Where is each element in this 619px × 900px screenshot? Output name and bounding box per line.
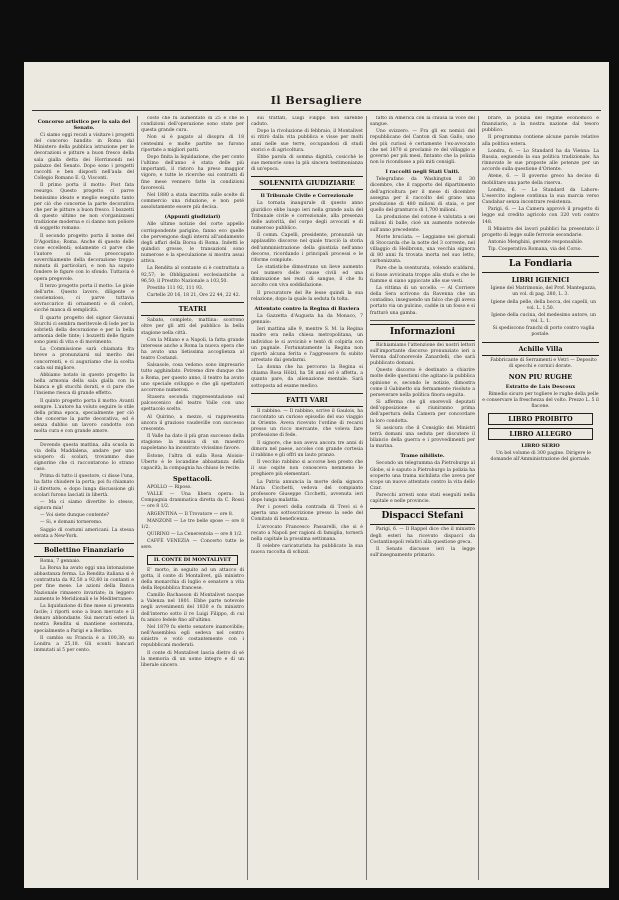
section-heading: Il Tribunale Civile e Correzionale bbox=[260, 193, 354, 200]
article-paragraph: Saggio di costumi americani. La stessa serata a New-York. bbox=[34, 527, 134, 539]
article-paragraph: Il quinto progetto porta il motto: Avanti sempre. L'autore ha voluto seguire lo stile della prima epoca, specialmente per ciò che concerne la parte decorativa, ed è senza dubbio un lavoro condotto con molta cura e con grande amore. bbox=[34, 398, 134, 435]
article-paragraph: Si assicura che il Consiglio dei Ministri terrà domani una seduta per discutere il bilancio della guerra e i provvedimenti per la marina. bbox=[370, 425, 475, 450]
advertisement-text: Rimedio sicuro per togliere le rughe della pelle e conservare la freschezza del volto. Prezzo L. 5 il flacone. bbox=[482, 391, 599, 410]
column-4 bbox=[370, 116, 475, 880]
article-paragraph: Le statistiche dimostrano un lieve aumento nel numero delle cause civili ed una diminuzione nei reati di sangue, il che fu accolto con viva soddisfazione. bbox=[251, 264, 363, 289]
article-paragraph: La liquidazione di fine mese si presenta facile; i riporti sono a buon mercato e il denaro abbondante. Sui mercati esteri la nostra Rendita si mantiene sostenuta, specialmente a Parigi e a Berlino. bbox=[34, 603, 134, 634]
article-paragraph: Sabato, completo, mattina: scorrono oltre per gli atti del pubblico la bella stagione nella città. bbox=[141, 318, 244, 336]
article-paragraph: Il terzo progetto porta il motto: Le gioie dell'arte. Questo lavoro, diligente e coscienzioso, ci parve tuttavia sovraccarico di ornamenti e di colori, sicché manca di semplicità. bbox=[34, 283, 134, 314]
article-paragraph: Morte bruciata. — Leggiamo nei giornali di Stoccarda che la notte del 3 corrente, nel villaggio di Heilbronn, una vecchia signora di 80 anni fu trovata morta nel suo letto, carbonizzata. bbox=[370, 234, 475, 265]
article-paragraph: Il secondo progetto porta il nome del D'Agostino; Roma. Anche di questo delle cose eccellenti; solamente ci parve che l'autore si sia preoccupato soverchiamente della decorazione troppo minuta di particolari, e non ha saputo fondere le figure con lo sfondo. Tuttavia è opera pregevole. bbox=[34, 233, 134, 282]
article-paragraph: Abbiamo notato in questo progetto la bella armonia della sala gialla con la bianca e gli stucchi dorati, e ci pare che l'insieme riesca di grande effetto. bbox=[34, 372, 134, 397]
section-heading: IL CONTE DI MONTALIVET bbox=[147, 555, 238, 565]
masthead: Il Bersagliere bbox=[270, 94, 363, 107]
article-paragraph: VALLE — Una libera opera: la Compagnia drammatica diretta da C. Rossi — ore 8 1/2. bbox=[141, 492, 244, 510]
section-heading: Attentato contro la Regina di Baviera bbox=[254, 305, 360, 312]
article-paragraph: fatto in America con la chiusa la voce del sangue. bbox=[370, 116, 475, 128]
article-paragraph: Non si è pagato al disopra di 18 centesimi e molte partite ne furono riportate a migliori patti. bbox=[141, 135, 244, 153]
advertisement-text: Fabbricante di Serramenti e Vetri — Deposito di specchi e cornici dorate. bbox=[490, 357, 597, 369]
article-paragraph: La Commissione sarà chiamata fra breve a pronunziarsi sul merito dei concorrenti, e ci auguriamo che la scelta cada sul migliore. bbox=[34, 347, 134, 371]
article-paragraph: Nel 1879 fu eletto senatore inamovibile; nell'Assemblea egli sedeva nel centro sinistro e votò costantemente con i repubblicani moderati. bbox=[141, 624, 244, 649]
article-paragraph: Parecchi arresti sono stati eseguiti nella capitale e nelle provincie. bbox=[370, 493, 475, 505]
article-paragraph: Con la Milano e a Napoli, la fatta grande interesse anche a Roma la nuova opera che ha avuto una lietissima accoglienza al teatro Costanzi. bbox=[141, 337, 244, 362]
article-paragraph: ARGENTINA — Il Trovatore — ore 8. bbox=[147, 511, 234, 517]
article-paragraph: Il comm. Capelli, presidente, pronunziò un applaudito discorso nel quale tracciò la storia dell'amministrazione della giustizia nell'anno decorso, ricordando i principali processi e le riforme compiute. bbox=[251, 233, 363, 263]
article-paragraph: Pare che la sventurata, volendo scaldarsi, si fosse avvicinata troppo alla stufa e che le fiamme si siano appiccate alle sue vesti. bbox=[370, 266, 475, 284]
article-paragraph: Il programma contiene alcune parole relative alla politica estera. bbox=[482, 135, 599, 147]
article-paragraph: — Ma ci siamo divertite lo stesso, signora mia! bbox=[34, 499, 134, 512]
article-paragraph: La Patria annuncia la morte della signora Maria Cicchetti, vedova del compianto professore Giuseppe Cicchetti, avvenuta ieri dopo lunga malattia. bbox=[251, 479, 363, 503]
section-separator bbox=[370, 320, 475, 321]
section-heading: Spettacoli. bbox=[172, 474, 213, 483]
article-paragraph: La donna che ha percorso la Regina si chiama Rosa Hölzl, ha 58 anni ed è affetta, a quanto pare, da alienazione mentale. Sarà sottoposta ad esame medico. bbox=[251, 365, 363, 389]
section-heading: LIBRI IGIENICI bbox=[511, 276, 570, 285]
article-paragraph: Salsasole, cosa vedono: sono impresario tutto agghindato. Potremo dire dunque che a Roma, per questo anno, il teatro ha avuto uno speciale sviluppo e che gli spettatori accorrono numerosi. bbox=[141, 363, 244, 393]
column-1 bbox=[34, 116, 134, 880]
newspaper-page bbox=[24, 62, 609, 888]
column-5 bbox=[482, 116, 599, 880]
article-paragraph: Parigi, 6. — La Camera approvò il progetto di legge sul credito agricolo con 320 voti contro 148. bbox=[482, 207, 599, 225]
article-paragraph: La produzione del cotone è valutata a sei milioni di balle, cioè un aumento notevole sull'anno precedente. bbox=[370, 215, 475, 233]
article-paragraph: Antonio Menghini, gerente responsabile. bbox=[488, 239, 584, 245]
advertisement-text: Igiene del Matrimonio, del Prof. Mantegazza, un vol. di pag. 280, L. 3. bbox=[490, 286, 597, 298]
masthead-rule bbox=[32, 110, 601, 111]
article-paragraph: Dopo finita la liquidazione, che per conto l'ultimo dell'anno è stata delle più importanti, il ristoro ha preso maggior vigore, e tutte le ricerche sui contratti di fine mese vennero fatte in condizioni favorevoli. bbox=[141, 154, 244, 191]
article-paragraph: Al Quirino, a mezzo, si rappresenta ancora il grazioso vaudeville con successo crescente. bbox=[141, 414, 244, 432]
section-heading: Estratto de Lais Descoux bbox=[505, 383, 576, 390]
article-paragraph: Alle ultime notizie del corte appello corrispondente parigino, fanno eco quelle che pervengono dagli interni all'andamento degli affari della Borsa di Roma. Indetti le quindici grosse, le transazioni sono numerose e la speculazione si mostra assai attiva. bbox=[141, 222, 244, 265]
article-paragraph: MANZONI — Le tre belle spose — ore 8 1/2. bbox=[141, 518, 244, 530]
section-heading: Trame nihiliste. bbox=[400, 453, 445, 460]
article-paragraph: Ci siamo oggi recati a visitare i progetti del concorso bandito in Roma dal Ministero della pubblica istruzione per le decorazioni e pitture a buon fresco della sala gialla detta dei Horrimondi nel palazzo del Senato. Dopo sono i progetti raccolti e ben disposti nell'aula del Collegio Romano E. Q. Visconti. bbox=[34, 133, 134, 182]
article-paragraph: Questo discorso è destinato a chiarire molte delle questioni che agitano la pubblica opinione e, secondo le notizie, dimostra come il Gabinetto sia fermamente risoluto a perseverare nella politica finora seguita. bbox=[370, 368, 475, 398]
article-paragraph: Il Senato discusse ieri la legge sull'insegnamento primario. bbox=[370, 546, 475, 559]
section-heading: (Appunti giudiziari) bbox=[164, 214, 221, 221]
article-paragraph: Il procuratore del Re lesse quindi la sua relazione, dopo la quale la seduta fu tolta. bbox=[251, 290, 363, 302]
article-paragraph: Estone, l'altra di sulla Rosa Aloisio-Uberto è le locandine abbastanza della capacità, la compagnia ha chiuso le recite. bbox=[141, 453, 244, 471]
section-heading: SOLENNITÀ GIUDIZIARIE bbox=[251, 176, 363, 190]
article-paragraph: Il cambio su Francia è a 100,30; su Londra a 25,18. Gli sconti bancari immutati al 5 per cento. bbox=[34, 635, 134, 654]
article-paragraph: Telegrafano da Washington il 30 dicembre, che il rapporto del dipartimento dell'agricoltura per il mese di dicembre assegna per il raccolto del grano una produzione di 480 milioni di staia, e per quello del granturco di 1,700 milioni. bbox=[370, 177, 475, 214]
article-paragraph: Nel 1880 a stata inscritta sulle scelte di commercio una riduzione, e non poté assolutamente essere più decisa. bbox=[141, 192, 244, 211]
article-paragraph: Il primo porta il motto: Post fata resurgo. Questo progetto ci parve benissimo ideato e meglio eseguito tanto per ciò che concerne la parte decorativa che per le pitture a buon fresco. I bozzetti di questo ultimo ne non s'organizzassi tradizione moderna e ci danno non poliore di soggetto romano. bbox=[34, 183, 134, 232]
section-heading: I raccolti negli Stati Uniti. bbox=[385, 169, 460, 176]
article-paragraph: Il signore, che non aveva ancora tre anni di dimora nel paese, accolse con grande cortesia il rabbino e gli offrì un lauto pranzo. bbox=[251, 440, 363, 458]
column-divider bbox=[478, 116, 479, 880]
article-paragraph: Cartelle 20 16, 18 21, Ore 22 44, 22 42. bbox=[147, 293, 241, 299]
article-paragraph: Atene, 6. — Il governo greco ha deciso di mobilitare una parte della riserva. bbox=[482, 174, 599, 186]
article-paragraph: sui trattati, Luigi Filippo non sarebbe caduto. bbox=[251, 116, 363, 128]
column-3 bbox=[251, 116, 363, 880]
article-paragraph: Uno svizzero. — Fra gli ex nemici del repubblicano del Canton di San Gallo, uno dei più curiosi è certamente l'ex-avvocato che nel 1870 si proclamò re del villaggio e governò per più mesi, fintanto che la polizia non lo ricondusse a più miti consigli. bbox=[370, 129, 475, 166]
advertisement-text: Igiene della pelle, della bocca, dei capelli, un vol. L. 1,50. bbox=[490, 299, 597, 311]
article-paragraph: costo che fu aumentato di 25 e che le condizioni dell'operazione sono state per questa grande cura. bbox=[141, 116, 244, 134]
article-paragraph: Il Valle ha dato il più gran successo della stagione: la musica di un maestro napoletano ha incontrato vivissimo favore. bbox=[141, 434, 244, 452]
article-paragraph: Il Ministro dei lavori pubblici ha presentato il progetto di legge sulle ferrovie secondarie. bbox=[482, 226, 599, 238]
article-paragraph: Prestito 111 92, 111 93. bbox=[147, 285, 204, 291]
article-paragraph: Ebbe parola di somma dignità, cosicchè le sue memorie sono la più sincera testimonianza di un'epoca. bbox=[251, 154, 363, 173]
article-paragraph: Roma, 7 gennaio. bbox=[40, 558, 81, 564]
section-heading: LIBRO ALLEGRO bbox=[488, 428, 593, 440]
article-paragraph: Per i poveri della contrada di Trevi si è aperta una sottoscrizione presso la sede del Comitato di beneficenza. bbox=[251, 505, 363, 523]
article-paragraph: — Voi siete dunque contente? bbox=[40, 513, 109, 519]
article-paragraph: La Borsa ha avuto oggi una intonazione abbastanza ferma. La Rendita italiana si è contrattata da 92,50 a 92,60 in contanti e per fine mese. Le azioni della Banca Nazionale rimasero invariate; in leggero aumento le Meridionali e le Mediterranee. bbox=[34, 566, 134, 602]
article-paragraph: Il vecchio rabbino si accorse ben presto che il suo ospite non conosceva nemmeno le preghiere più elementari. bbox=[251, 460, 363, 478]
article-paragraph: Londra, 6. — Lo Standard ha da Vienna: La Russia, seguendo la sua politica tradizionale, ha rinnovato le sue proposte alle potenze per un accordo sulla questione d'Oriente. bbox=[482, 148, 599, 173]
column-2 bbox=[141, 116, 244, 880]
article-paragraph: Ieri mattina alle 9, mentre S. M. la Regina madre era nella chiesa metropolitana, un individuo le si avvicinò e tentò di colpirla con un pugnale. Fortunatamente la Regina non riportò alcuna ferita e l'aggressore fu subito arrestato dai gendarmi. bbox=[251, 327, 363, 363]
section-heading: Dispacci Stefani bbox=[370, 508, 475, 525]
article-paragraph: Il celebre caricaturista ha pubblicato la sua nuova raccolta di schizzi. bbox=[251, 544, 363, 556]
section-heading: TEATRI bbox=[141, 302, 244, 316]
article-paragraph: Parigi, 6. — Il Rappel dice che il ministro degli esteri ha ricevuto dispacci da Costantinopoli relativi alla questione greca. bbox=[370, 527, 475, 545]
article-paragraph: Secondo un telegramma da Pietroburgo al Globe, si è saputo a Pietroburgo la polizia ha scoperto una trama nichilista che aveva per scopo un nuovo attentato contro la vita dello Czar. bbox=[370, 461, 475, 491]
advertisement-text: Si spediscono franchi di porto contro vaglia postale. bbox=[492, 326, 595, 338]
section-heading: LIBRO SERIO bbox=[521, 443, 560, 450]
section-heading: FATTI VARI bbox=[251, 393, 363, 407]
article-paragraph: Tip. Cooperativa Romana, via del Corso. bbox=[488, 247, 582, 253]
article-paragraph: Stasera seconda rappresentazione sul palcoscenico del teatro Valle con uno spettacolo scelto. bbox=[141, 395, 244, 413]
article-paragraph: — Si, e domani torneremo. bbox=[40, 520, 103, 526]
article-paragraph: Richiamiamo l'attenzione dei nostri lettori sull'importante discorso pronunziato ieri a Verona dall'onorevole Zanardelli, che sarà pubblicato domani. bbox=[370, 342, 475, 367]
section-separator bbox=[34, 439, 134, 440]
article-paragraph: brare, la polizia del regime economico e finanziario, a la nostra nazione dal tesoro pubblico. bbox=[482, 116, 599, 134]
article-paragraph: La vittima di un uccello. — Al Corriere della Sera scrivono da Ravenna che un contadino, inseguendo un falco che gli aveva portato via un pulcino, cadde in un fosso e si fratturò una gamba. bbox=[370, 285, 475, 316]
article-paragraph: Il rabbino. — Il rabbino, scrive il Gaulois, ha raccontato un curioso episodio del suo viaggio in Oriente. Aveva ricevuto l'ordine di recarsi presso un ricco mercante, che voleva fare professione di fede. bbox=[251, 408, 363, 439]
article-paragraph: APOLLO — Riposo. bbox=[147, 484, 192, 490]
article-paragraph: Si afferma che gli onorevoli deputati dell'opposizione si riuniranno prima dell'apertura della Camera per concordare la loro condotta. bbox=[370, 400, 475, 424]
article-paragraph: QUIRINO — La Cenerentola — ore 8 1/2. bbox=[147, 532, 243, 538]
column-divider bbox=[247, 116, 248, 880]
article-paragraph: La Gazzetta d'Augusta ha da Monaco, 7 gennaio: bbox=[251, 313, 363, 326]
column-divider bbox=[137, 116, 138, 880]
section-heading: LIBRO PROIBITO bbox=[488, 413, 593, 425]
article-paragraph: Il conte di Montalivet lascia dietro di sé la memoria di un uomo integro e di un liberale sincero. bbox=[141, 650, 244, 668]
article-paragraph: Dopo la rivoluzione di febbraio, il Montalivet si ritirò dalla vita pubblica e visse per molti anni nelle sue terre, occupandosi di studi storici e di agricoltura. bbox=[251, 129, 363, 153]
article-paragraph: La Rendita al contante si è contrattata a 92,57; le Obbligazioni ecclesiastiche a 96,50; il Prestito Nazionale a 103,50. bbox=[141, 266, 244, 284]
section-heading: Concorso artistico per la sala del Senato. bbox=[37, 119, 131, 131]
section-heading: La Fondiaria bbox=[482, 256, 599, 273]
article-paragraph: Prima di tutto il questore, ci disse l'una, ha fatto chiudere la porta; poi fu chiamato il direttore, e dopo lunga discussione gli scolari furono lasciati in libertà. bbox=[34, 474, 134, 498]
section-heading: Achille Villa bbox=[482, 342, 599, 356]
article-paragraph: La tornata inaugurale di questo anno giuridico ebbe luogo ieri nella grande aula del Tribunale civile e correzionale, alla presenza delle autorità, del corpo degli avvocati e di numeroso pubblico. bbox=[251, 201, 363, 232]
article-paragraph: L'avvocato Francesco Passarelli, che si è recato a Napoli per ragioni di famiglia, tornerà nella capitale la prossima settimana. bbox=[251, 524, 363, 542]
article-paragraph: Londra, 6. — Lo Standard da Lahore: L'esercito inglese continua la sua marcia verso Candahar senza incontrare resistenza. bbox=[482, 187, 599, 206]
advertisement-text: Un bel volume di 300 pagine. Dirigere le domande all'Amministrazione del giornale. bbox=[490, 451, 592, 463]
article-paragraph: CAFFÈ VENEZIA — Concerto tutte le sere. bbox=[141, 539, 244, 551]
article-paragraph: E' morto, in seguito ad un attacco di gotta, il conte di Montalivet, già ministro della monarchia di luglio e senatore a vita della Repubblica francese. bbox=[141, 567, 244, 591]
section-heading: Informazioni bbox=[370, 324, 475, 341]
article-paragraph: Camillo Bachasson di Montalivet nacque a Valenza nel 1801. Ebbe parte notevole negli avvenimenti del 1830 e fu ministro dell'interno sotto il re Luigi Filippo, di cui fu amico fedele fino all'ultimo. bbox=[141, 593, 244, 623]
advertisement-text: Igiene della cucina, del medesimo autore, un vol. L. 1. bbox=[491, 312, 596, 325]
article-paragraph: Il quarto progetto del signor Giovanni Sturchi ci sembra meritevole di lode per la sobrietà della decorazione e per la bella armonia delle tinte; i bozzetti delle figure sono pieni di vita e di movimento. bbox=[34, 315, 134, 346]
section-heading: NON PIU RUGHE bbox=[508, 372, 573, 381]
column-divider bbox=[366, 116, 367, 880]
section-heading: Bollettino Finanziario bbox=[34, 543, 134, 557]
article-paragraph: Dovendo questa mattina, alla scuola in via della Maddalena, andare per uno sciopero di scolari, trovammo due signorine che ci raccontarono lo strano caso. bbox=[34, 442, 134, 473]
